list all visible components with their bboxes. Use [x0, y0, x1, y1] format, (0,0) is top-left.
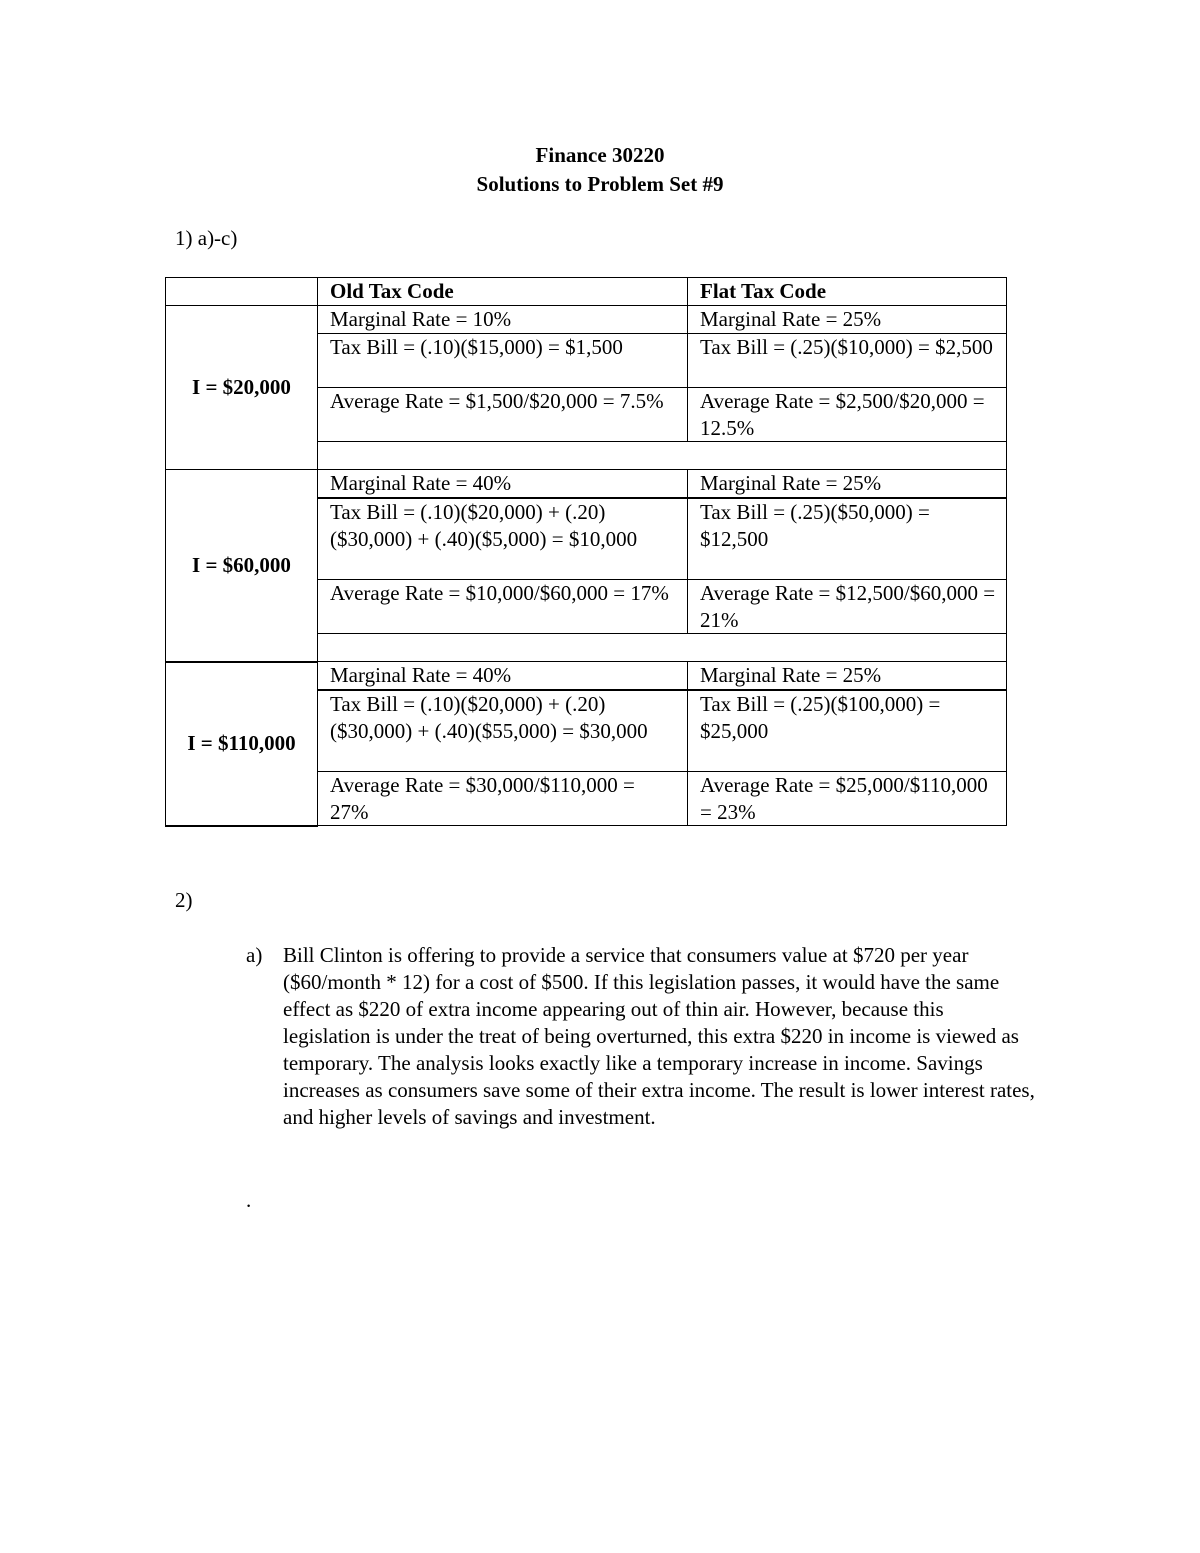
old-tax-bill: Tax Bill = (.10)($20,000) + (.20)($30,000) + (.40)($55,000) = $30,000	[318, 690, 688, 772]
old-marginal-rate: Marginal Rate = 40%	[318, 470, 688, 499]
income-label: I = $60,000	[166, 470, 318, 662]
old-tax-bill: Tax Bill = (.10)($20,000) + (.20)($30,000) + (.40)($5,000) = $10,000	[318, 498, 688, 580]
spacer-cell	[318, 634, 1007, 662]
income-label: I = $20,000	[166, 306, 318, 470]
question-2-label: 2)	[175, 888, 193, 912]
table-row	[166, 662, 1007, 691]
header-old-tax-code: Old Tax Code	[318, 278, 688, 306]
old-average-rate: Average Rate = $1,500/$20,000 = 7.5%	[318, 388, 688, 442]
answer-paragraph: Bill Clinton is offering to provide a service that consumers value at $720 per year ($60/month * 12) for a cost of $500. If this legislation passes, it would have the same effect as $220 of extra income appearing out of thin air. However, because this legislation is under the treat of being overturned, this extra $220 in income is viewed as temporary. The analysis looks exactly like a temporary increase in income. Savings increases as consumers save some of their extra income. The result is lower interest rates, and higher levels of savings and investment.	[283, 943, 1035, 1129]
flat-marginal-rate: Marginal Rate = 25%	[688, 662, 1007, 691]
document-title: Finance 30220	[535, 143, 665, 167]
income-label: I = $110,000	[166, 662, 318, 826]
flat-average-rate: Average Rate = $2,500/$20,000 = 12.5%	[688, 388, 1007, 442]
old-tax-bill: Tax Bill = (.10)($15,000) = $1,500	[318, 334, 688, 388]
spacer-cell	[318, 442, 1007, 470]
header-blank-cell	[166, 278, 318, 306]
table-row	[166, 470, 1007, 499]
trailing-mark: .	[246, 1188, 252, 1212]
flat-tax-bill: Tax Bill = (.25)($100,000) = $25,000	[688, 690, 1007, 772]
old-marginal-rate: Marginal Rate = 10%	[318, 306, 688, 334]
old-average-rate: Average Rate = $10,000/$60,000 = 17%	[318, 580, 688, 634]
tax-comparison-table	[165, 277, 1007, 827]
header-flat-tax-code: Flat Tax Code	[688, 278, 1007, 306]
flat-marginal-rate: Marginal Rate = 25%	[688, 306, 1007, 334]
flat-marginal-rate: Marginal Rate = 25%	[688, 470, 1007, 499]
flat-tax-bill: Tax Bill = (.25)($50,000) = $12,500	[688, 498, 1007, 580]
flat-tax-bill: Tax Bill = (.25)($10,000) = $2,500	[688, 334, 1007, 388]
table-row	[166, 306, 1007, 334]
answer-marker: a)	[246, 943, 263, 967]
flat-average-rate: Average Rate = $25,000/$110,000 = 23%	[688, 772, 1007, 826]
flat-average-rate: Average Rate = $12,500/$60,000 = 21%	[688, 580, 1007, 634]
old-marginal-rate: Marginal Rate = 40%	[318, 662, 688, 691]
question-1-label: 1) a)-c)	[175, 226, 238, 250]
document-subtitle: Solutions to Problem Set #9	[476, 172, 724, 196]
table-header-row	[166, 278, 1007, 306]
old-average-rate: Average Rate = $30,000/$110,000 = 27%	[318, 772, 688, 826]
question-2-answer	[246, 942, 1036, 1131]
